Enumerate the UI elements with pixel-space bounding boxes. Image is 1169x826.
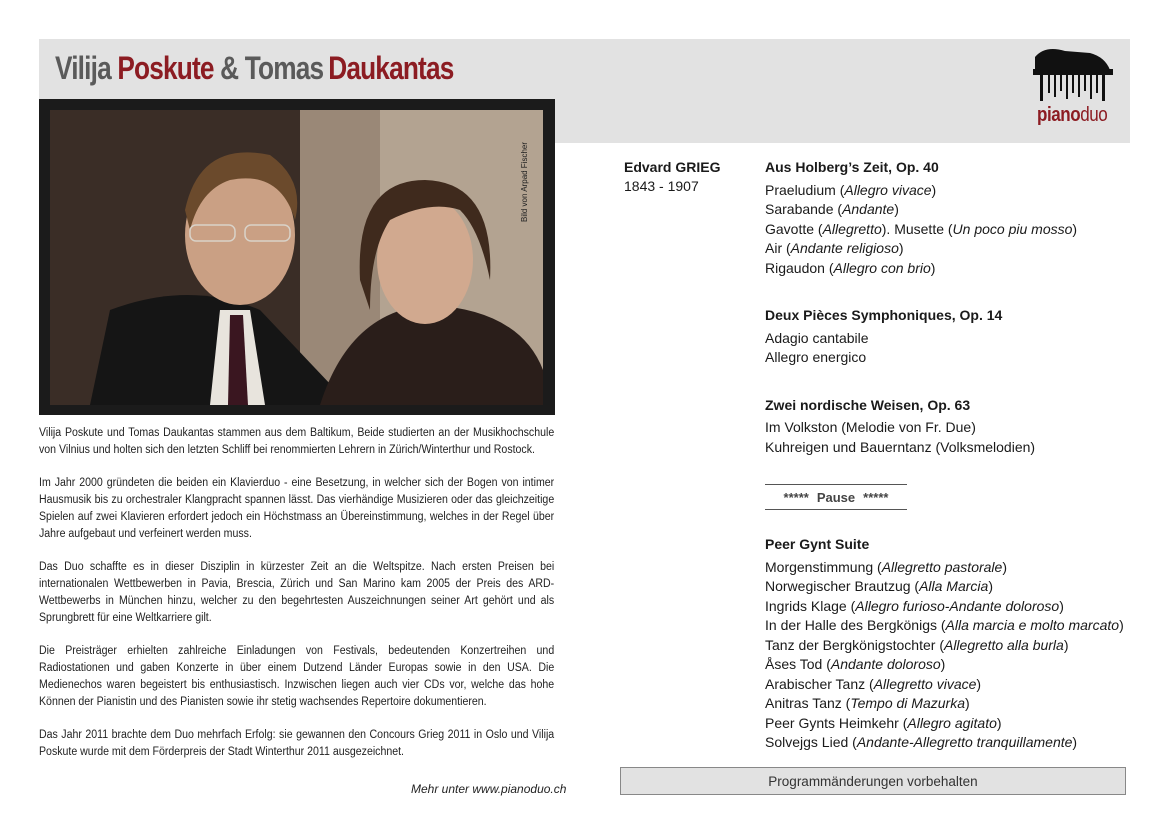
program-piece: Norwegischer Brautzug (Alla Marcia) (765, 578, 993, 594)
title-ampersand: & (220, 50, 239, 86)
program-piece: Praeludium (Allegro vivace) (765, 181, 937, 198)
pause-divider: ***** Pause ***** (765, 484, 907, 510)
title-last-name-2: Daukantas (328, 50, 454, 86)
program-piece: In der Halle des Bergkönigs (Alla marcia e molto marcato) (765, 617, 1124, 633)
program-piece: Allegro energico (765, 349, 867, 365)
composer-block (624, 158, 720, 196)
work-title: Deux Pièces Symphoniques, Op. 14 (765, 307, 1003, 323)
suite-block (765, 535, 1145, 753)
biography (39, 425, 555, 777)
bio-paragraph: Im Jahr 2000 gründeten die beiden ein Klavierduo - eine Besetzung, in welcher sich der Bogen von intimer Hausmusik bis zu orchestraler Klangpracht spannen lässt. Das vierhändige Musizieren oder das gleichzeitige Spielen auf zwei Klavieren erfordert jedoch ein Höchstmass an Übereinstimmung, welches in der Regel über Jahre aufgebaut und verfeinert werden muss. (39, 477, 555, 540)
website-link[interactable]: Mehr unter www.pianoduo.ch (411, 782, 567, 796)
program-work (765, 306, 1145, 368)
bio-paragraph: Das Duo schaffte es in dieser Disziplin in kürzester Zeit an die Weltspitze. Nach ersten Preisen bei internationalen Wettbewerben in Pavia, Brescia, Zürich und San Marino kam 2005 der Preis des ARD-Wettbewerbs in München hinzu, welcher zu den begehrtesten Auszeichnungen seiner Art gehört und als Sprungbrett für eine Weltkarriere gilt. (39, 561, 555, 624)
work-title: Zwei nordische Weisen, Op. 63 (765, 396, 971, 413)
bio-paragraph: Die Preisträger erhielten zahlreiche Einladungen von Festivals, bedeutenden Konzertreihen und Radiostationen und gaben Konzerte in über einem Dutzend Länder Europas sowie in den USA. Die Medienechos waren begeistert bis enthusiastisch. Inzwischen liegen auch vier CDs vor, welche das hohe Können der Pianistin und des Pianisten sowie ihr stetig wachsendes Repertoire dokumentieren. (39, 645, 555, 708)
bio-paragraph: Vilija Poskute und Tomas Daukantas stammen aus dem Baltikum, Beide studierten an der Musikhochschule von Vilnius und holten sich den letzten Schliff bei renommierten Lehrern in Zürich/Winterthur und Rostock. (39, 427, 555, 456)
program-piece: Adagio cantabile (765, 329, 869, 346)
composer-name: Edvard GRIEG (624, 159, 721, 175)
program-piece: Im Volkston (Melodie von Fr. Due) (765, 419, 976, 435)
title-last-name-1: Poskute (117, 50, 214, 86)
photo-credit: Bild von Arpad Fischer (520, 141, 529, 222)
duo-photo (50, 110, 543, 405)
program-piece: Sarabande (Andante) (765, 201, 899, 217)
program-piece: Peer Gynts Heimkehr (Allegro agitato) (765, 714, 1002, 731)
program-list (765, 158, 1145, 485)
program-piece: Tanz der Bergkönigstochter (Allegretto alla burla) (765, 636, 1069, 653)
logo-wordmark: pianoduo (1037, 104, 1108, 126)
program-piece: Gavotte (Allegretto). Musette (Un poco piu mosso) (765, 220, 1078, 237)
program-work (765, 396, 1145, 458)
page-title (55, 50, 454, 87)
program-piece: Ingrids Klage (Allegro furioso-Andante doloroso) (765, 597, 1064, 614)
composer-dates: 1843 - 1907 (624, 178, 699, 194)
program-piece: Åses Tod (Andante doloroso) (765, 656, 946, 672)
bio-paragraph: Das Jahr 2011 brachte dem Duo mehrfach Erfolg: sie gewannen den Concours Grieg 2011 in Oslo und Vilija Poskute wurde mit dem Förderpreis der Stadt Winterthur 2011 ausgezeichnet. (39, 729, 555, 758)
program-piece: Air (Andante religioso) (765, 240, 904, 256)
program-piece: Kuhreigen und Bauerntanz (Volksmelodien) (765, 438, 1036, 455)
program-piece: Morgenstimmung (Allegretto pastorale) (765, 558, 1008, 575)
program-piece: Solvejgs Lied (Andante-Allegretto tranquillamente) (765, 734, 1078, 750)
pause-label: Pause (816, 489, 856, 505)
program-piece: Rigaudon (Allegro con brio) (765, 259, 936, 276)
suite-title: Peer Gynt Suite (765, 536, 870, 552)
program-piece: Arabischer Tanz (Allegretto vivace) (765, 675, 982, 692)
title-first-name-2: Tomas (244, 50, 324, 86)
title-first-name-1: Vilija (55, 50, 111, 86)
work-title: Aus Holberg’s Zeit, Op. 40 (765, 159, 939, 175)
program-piece: Anitras Tanz (Tempo di Mazurka) (765, 695, 970, 711)
program-change-notice: Programmänderungen vorbehalten (620, 767, 1126, 795)
duo-photo-image (50, 110, 543, 405)
program-work (765, 158, 1145, 278)
